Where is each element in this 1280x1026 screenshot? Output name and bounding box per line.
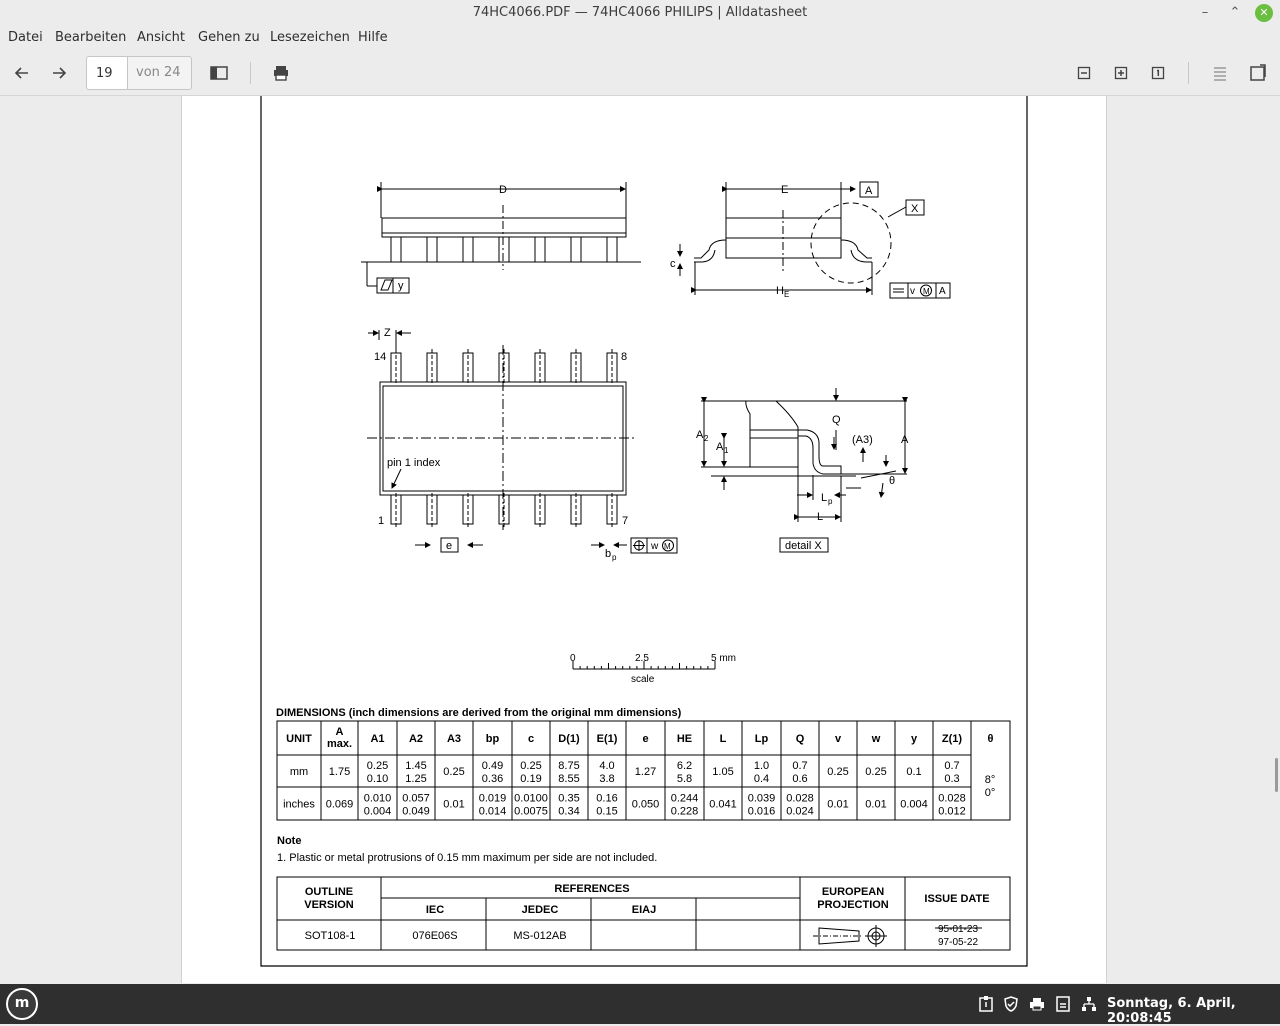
table-cell: 1.05 xyxy=(712,766,734,778)
jedec-value: MS-012AB xyxy=(513,930,567,942)
table-cell: 0.3 xyxy=(944,773,960,785)
pin1-index-label: pin 1 index xyxy=(387,457,441,469)
table-cell: mm xyxy=(289,766,309,778)
table-cell: 1.0 xyxy=(753,760,770,772)
dim-a3-label: (A3) xyxy=(852,434,873,446)
clipboard-icon[interactable] xyxy=(978,996,994,1012)
table-cell: w xyxy=(871,733,881,745)
detail-x-drawing xyxy=(701,388,907,552)
detail-x-box-label: X xyxy=(911,203,919,215)
side-view-drawing xyxy=(361,182,641,293)
dim-a-label: A xyxy=(901,434,909,446)
table-cell: E(1) xyxy=(596,733,618,745)
dim-lp-sub: p xyxy=(828,497,833,506)
table-cell: 6.2 xyxy=(676,760,693,772)
tol-w-label: w xyxy=(651,541,659,552)
menu-datei[interactable]: Datei xyxy=(8,30,43,45)
pin-14-label: 14 xyxy=(374,351,387,363)
note-title: Note xyxy=(277,835,302,847)
table-cell: 0.028 xyxy=(786,792,814,805)
table-cell: 1.45 xyxy=(405,760,427,772)
flatness-y-label: y xyxy=(398,280,404,292)
table-cell: 0.01 xyxy=(827,798,849,811)
table-cell: bp xyxy=(485,733,500,745)
page-total-label: von 24 xyxy=(127,56,192,90)
menu-hilfe[interactable]: Hilfe xyxy=(358,30,388,45)
table-cell: 0.004 xyxy=(363,805,392,818)
table-cell: 0.019 xyxy=(478,792,507,805)
datum-a-label: A xyxy=(865,185,873,197)
table-cell: 1.27 xyxy=(634,766,657,778)
table-cell: 1.25 xyxy=(405,773,427,785)
pin-1-label: 1 xyxy=(378,515,385,527)
table-cell: 0.01 xyxy=(865,798,887,811)
print-icon[interactable] xyxy=(269,61,293,85)
table-cell: A1 xyxy=(370,733,385,745)
tol-v-label: v xyxy=(910,286,915,297)
dim-a2-sub: 2 xyxy=(704,434,709,443)
zoom-out-icon[interactable] xyxy=(1072,61,1096,85)
maximize-icon[interactable]: ⌃ xyxy=(1229,5,1241,20)
taskbar xyxy=(0,984,1280,1024)
table-cell: y xyxy=(910,733,918,745)
dim-e-label: E xyxy=(781,184,789,196)
close-icon[interactable]: ✕ xyxy=(1255,4,1273,22)
top-view-drawing xyxy=(367,330,677,553)
clock[interactable]: Sonntag, 6. April, 20:08:45 xyxy=(1107,996,1236,1026)
toolbar-separator xyxy=(250,62,251,84)
table-cell: inches xyxy=(283,798,315,811)
table-cell: e xyxy=(642,733,649,745)
continuous-scroll-icon[interactable] xyxy=(1208,61,1232,85)
dimensions-table xyxy=(277,721,1010,820)
dim-c-label: c xyxy=(670,258,676,270)
menu-gehen-zu[interactable]: Gehen zu xyxy=(198,30,260,45)
notes-icon[interactable] xyxy=(1055,996,1071,1012)
table-cell: 0.028 xyxy=(938,792,966,805)
table-cell: 0.19 xyxy=(520,773,542,785)
table-cell: 0.49 xyxy=(481,760,504,772)
table-cell: 1.75 xyxy=(328,766,351,778)
table-cell: 0.7 xyxy=(792,760,808,772)
dim-lp-label: L xyxy=(821,492,828,504)
table-cell: 8.55 xyxy=(558,773,580,785)
table-cell: 0.4 xyxy=(753,773,770,785)
pin-8-label: 8 xyxy=(621,351,628,363)
network-icon[interactable] xyxy=(1081,996,1097,1012)
table-cell: 0.228 xyxy=(670,805,699,818)
table-cell: A2 xyxy=(408,733,424,745)
printer-tray-icon[interactable] xyxy=(1029,996,1045,1012)
table-cell: max. xyxy=(326,738,353,750)
references-head: REFERENCES xyxy=(554,883,630,895)
title-bar xyxy=(0,0,1280,26)
dim-z-label: Z xyxy=(384,327,391,339)
document-viewer[interactable] xyxy=(0,96,1280,983)
dim-q-label: Q xyxy=(832,414,841,426)
table-cell: 0.024 xyxy=(786,805,814,818)
table-cell: 8° xyxy=(984,774,996,786)
window-title: 74HC4066.PDF — 74HC4066 PHILIPS | Alldatasheet xyxy=(472,5,808,20)
dim-e-pitch-label: e xyxy=(446,540,453,552)
table-cell: D(1) xyxy=(558,733,580,745)
eiaj-head: EIAJ xyxy=(631,904,657,916)
table-cell: 0.010 xyxy=(363,792,392,805)
table-cell: c xyxy=(527,733,535,745)
outline-version-head-1: OUTLINE xyxy=(304,886,354,898)
dim-d-label: D xyxy=(499,184,507,196)
pdf-page xyxy=(181,96,1107,983)
iec-head: IEC xyxy=(425,904,445,916)
iec-value: 076E06S xyxy=(412,930,458,942)
euro-proj-head-1: EUROPEAN xyxy=(821,886,885,898)
detail-x-label: detail X xyxy=(785,540,822,552)
outline-version-head-2: VERSION xyxy=(304,899,354,911)
dim-bp-label: b xyxy=(605,548,612,560)
menu-bearbeiten[interactable]: Bearbeiten xyxy=(55,30,127,45)
dim-a1-label: A xyxy=(716,441,724,453)
menu-ansicht[interactable]: Ansicht xyxy=(137,30,186,45)
mint-menu-icon[interactable]: m xyxy=(6,988,38,1020)
table-cell: 0.1 xyxy=(906,766,922,778)
table-cell: 0.25 xyxy=(865,766,887,778)
dim-theta-label: θ xyxy=(889,475,896,487)
table-cell: 0.0075 xyxy=(514,805,548,818)
euro-proj-head-2: PROJECTION xyxy=(817,899,889,911)
jedec-head: JEDEC xyxy=(521,904,559,916)
scale-tick-0: 0 xyxy=(570,653,576,664)
scale-tick-2-5: 2.5 xyxy=(635,653,649,664)
table-cell: 0.15 xyxy=(596,805,618,818)
table-cell: Z(1) xyxy=(941,733,963,745)
table-cell: 0.012 xyxy=(938,805,966,818)
table-cell: 0.014 xyxy=(478,805,507,818)
issue-date-old: 95-01-23 xyxy=(937,924,979,935)
scale-tick-5mm: 5 mm xyxy=(711,653,736,664)
table-cell: 0.16 xyxy=(596,792,618,805)
table-cell: 0.016 xyxy=(747,805,776,818)
dim-bp-sub: p xyxy=(612,553,617,562)
issue-date-new: 97-05-22 xyxy=(937,937,979,948)
table-cell: 0.057 xyxy=(402,792,430,805)
table-cell: 5.8 xyxy=(676,773,693,785)
outline-version-value: SOT108-1 xyxy=(304,930,356,942)
dual-page-icon[interactable] xyxy=(1246,61,1270,85)
table-cell: A3 xyxy=(446,733,462,745)
table-cell: 0.36 xyxy=(481,773,504,785)
table-cell: 0.041 xyxy=(709,798,737,811)
table-cell: 8.75 xyxy=(558,760,580,772)
table-cell: 0.25 xyxy=(443,766,465,778)
zoom-original-icon[interactable] xyxy=(1146,61,1170,85)
toolbar-separator xyxy=(1188,62,1189,84)
dimensions-title: DIMENSIONS (inch dimensions are derived from the original mm dimensions) xyxy=(276,707,682,719)
tol-m-label: M xyxy=(923,287,930,296)
table-cell: 0.0100 xyxy=(514,792,548,805)
sidebar-toggle-icon[interactable] xyxy=(207,61,231,85)
minimize-icon[interactable]: – xyxy=(1201,5,1209,20)
table-cell: 0.25 xyxy=(520,760,542,772)
toolbar xyxy=(0,50,1280,96)
dim-he-sub: E xyxy=(784,290,790,299)
table-cell: UNIT xyxy=(286,733,312,745)
table-cell: 0.25 xyxy=(366,760,389,772)
page-number-input[interactable] xyxy=(86,56,128,90)
table-cell: 0.6 xyxy=(792,773,808,785)
menu-bar xyxy=(0,26,1280,50)
table-cell: 0.35 xyxy=(558,792,580,805)
tol-a-label: A xyxy=(939,286,946,297)
page-frame xyxy=(261,96,1027,966)
forward-arrow-icon[interactable] xyxy=(47,61,71,85)
table-cell: 0.01 xyxy=(443,798,465,811)
tol-m2-label: M xyxy=(664,542,671,551)
table-cell: A xyxy=(335,726,344,738)
table-cell: θ xyxy=(987,733,994,745)
note-text: 1. Plastic or metal protrusions of 0.15 mm maximum per side are not included. xyxy=(277,852,658,864)
table-cell: 0.050 xyxy=(631,798,660,811)
table-cell: 0.7 xyxy=(944,760,960,772)
dim-a1-sub: 1 xyxy=(724,446,729,455)
back-arrow-icon[interactable] xyxy=(10,61,34,85)
shield-icon[interactable] xyxy=(1003,996,1019,1012)
table-cell: Lp xyxy=(754,733,769,745)
table-cell: 0.244 xyxy=(670,792,699,805)
dim-he-label: H xyxy=(776,285,784,297)
table-cell: 0.049 xyxy=(402,805,430,818)
table-cell: 0.25 xyxy=(827,766,849,778)
table-cell: Q xyxy=(795,733,805,745)
table-cell: v xyxy=(834,733,842,745)
pin-7-label: 7 xyxy=(622,515,629,527)
table-cell: L xyxy=(719,733,727,745)
table-cell: HE xyxy=(676,733,693,745)
vertical-scrollbar[interactable] xyxy=(1275,758,1278,792)
table-cell: 4.0 xyxy=(599,760,615,772)
table-cell: 0.069 xyxy=(325,798,354,811)
dim-l-label: L xyxy=(817,511,824,523)
issue-date-head: ISSUE DATE xyxy=(924,893,990,905)
table-cell: 0° xyxy=(984,787,996,799)
dim-a2-label: A xyxy=(696,429,704,441)
table-cell: 0.10 xyxy=(366,773,389,785)
zoom-in-icon[interactable] xyxy=(1109,61,1133,85)
table-cell: 0.34 xyxy=(558,805,580,818)
table-cell: 3.8 xyxy=(599,773,615,785)
table-cell: 0.039 xyxy=(747,792,776,805)
table-cell: 0.004 xyxy=(900,798,928,811)
menu-lesezeichen[interactable]: Lesezeichen xyxy=(270,30,350,45)
pdf-page-content xyxy=(182,96,1108,983)
end-view-drawing xyxy=(680,182,950,298)
scale-label: scale xyxy=(631,674,655,685)
